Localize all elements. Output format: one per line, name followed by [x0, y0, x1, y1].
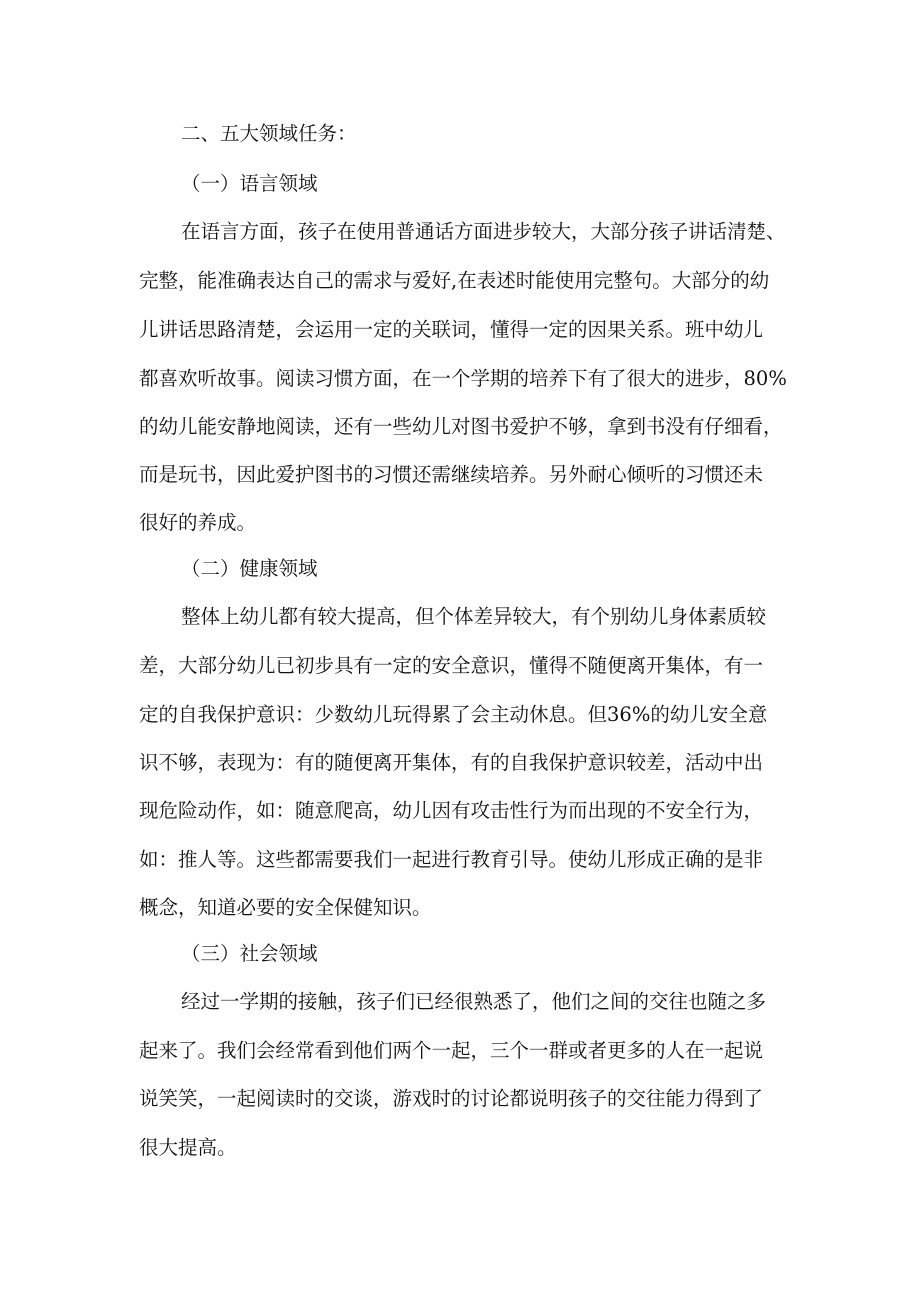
paragraph-line: 整体上幼儿都有较大提高，但个体差异较大，有个别幼儿身体素质较: [181, 605, 767, 628]
paragraph-line: 定的自我保护意识：少数幼儿玩得累了会主动休息。但36%的幼儿安全意: [139, 703, 768, 726]
paragraph-line: 说笑笑，一起阅读时的交谈，游戏时的讨论都说明孩子的交往能力得到了: [139, 1087, 764, 1110]
paragraph-line: 概念，知道必要的安全保健知识。: [139, 896, 432, 919]
section-title: 二、五大领域任务：: [181, 122, 357, 145]
paragraph-line: 识不够，表现为：有的随便离开集体，有的自我保护意识较差，活动中出: [139, 751, 764, 774]
paragraph-line: 起来了。我们会经常看到他们两个一起，三个一群或者更多的人在一起说: [139, 1039, 764, 1062]
paragraph-line: 儿讲话思路清楚，会运用一定的关联词，懂得一定的因果关系。班中幼儿: [139, 318, 764, 341]
heading-language: （一）语言领域: [181, 172, 318, 195]
paragraph-line: 很好的养成。: [139, 511, 257, 534]
paragraph-line: 在语言方面，孩子在使用普通话方面进步较大，大部分孩子讲话清楚、: [181, 220, 786, 243]
heading-social: （三）社会领域: [181, 942, 318, 965]
paragraph-line: 而是玩书，因此爱护图书的习惯还需继续培养。另外耐心倾听的习惯还未: [139, 463, 764, 486]
paragraph-line: 现危险动作，如：随意爬高，幼儿因有攻击性行为而出现的不安全行为，: [139, 799, 764, 822]
paragraph-line: 经过一学期的接触，孩子们已经很熟悉了，他们之间的交往也随之多: [181, 990, 767, 1013]
paragraph-line: 完整，能准确表达自己的需求与爱好,在表述时能使用完整句。大部分的幼: [139, 269, 770, 292]
paragraph-line: 的幼儿能安静地阅读，还有一些幼儿对图书爱护不够，拿到书没有仔细看，: [139, 415, 783, 438]
paragraph-line: 差，大部分幼儿已初步具有一定的安全意识，懂得不随便离开集体，有一: [139, 654, 764, 677]
paragraph-line: 都喜欢听故事。阅读习惯方面，在一个学期的培养下有了很大的进步，80%: [139, 367, 787, 390]
heading-health: （二）健康领域: [181, 557, 318, 580]
paragraph-line: 很大提高。: [139, 1136, 237, 1159]
paragraph-line: 如：推人等。这些都需要我们一起进行教育引导。使幼儿形成正确的是非: [139, 848, 764, 871]
